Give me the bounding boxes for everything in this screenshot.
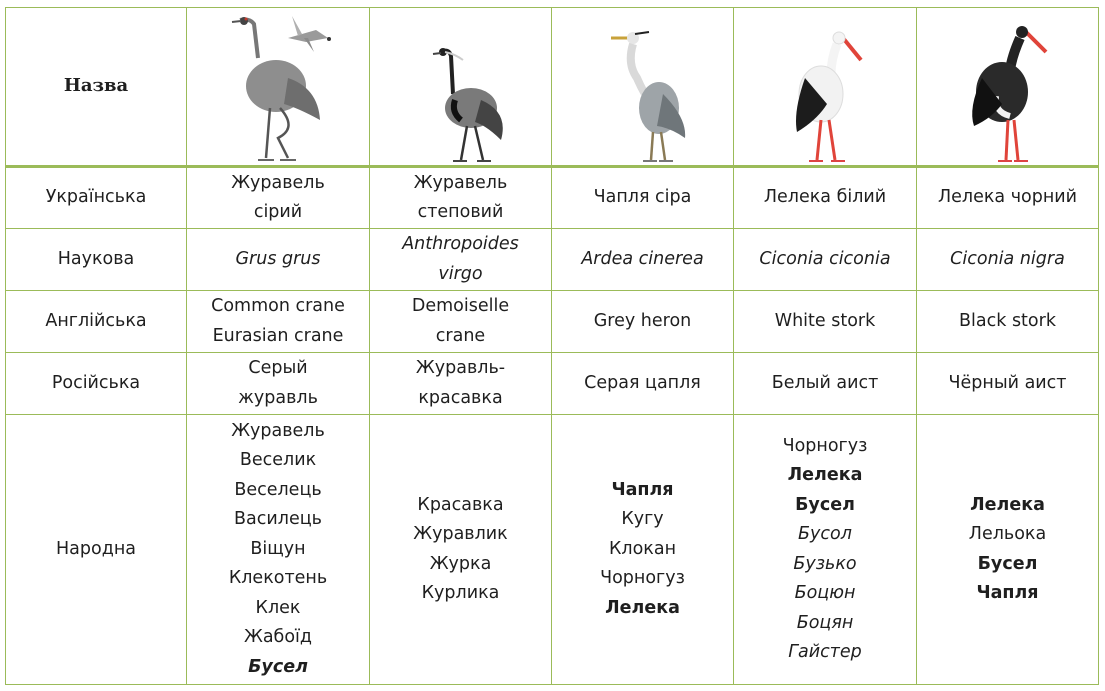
folk-name: Боцян xyxy=(796,612,854,633)
folk-name: Чапля xyxy=(976,583,1039,603)
name-header-cell xyxy=(6,8,187,167)
folk-name: Клекотень xyxy=(228,568,328,589)
folk-name: Лелека xyxy=(787,465,863,485)
folk-name: Бузько xyxy=(793,553,857,574)
russian-name-cell xyxy=(552,353,734,415)
ukrainian-name-cell xyxy=(187,167,370,229)
ukrainian-name-line: Журавель xyxy=(413,172,508,193)
folk-name: Клек xyxy=(255,597,301,618)
bird-names-table xyxy=(5,7,1099,685)
folk-name: Бусол xyxy=(798,524,852,544)
english-name-cell xyxy=(187,291,370,353)
folk-name: Гайстер xyxy=(788,642,862,662)
name-header-label: Назва xyxy=(63,75,129,97)
russian-name-line: журавль xyxy=(238,387,318,408)
scientific-name-cell xyxy=(370,229,552,291)
scientific-name-cell xyxy=(734,229,917,291)
russian-name-cell xyxy=(917,353,1099,415)
english-name-cell xyxy=(917,291,1099,353)
ukrainian-name-line: сірий xyxy=(253,202,303,222)
grey-heron-illustration xyxy=(553,8,733,165)
folk-row xyxy=(6,415,1099,685)
ukrainian-row xyxy=(6,167,1099,229)
scientific-row xyxy=(6,229,1099,291)
ukrainian-name-line: Лелека чорний xyxy=(937,187,1078,208)
folk-name: Веселик xyxy=(239,450,317,471)
bird-image-cell-4 xyxy=(734,8,917,167)
english-name-cell xyxy=(734,291,917,353)
folk-name: Журка xyxy=(429,553,492,574)
row-label-russian: Російська xyxy=(6,353,187,415)
folk-name: Лелека xyxy=(970,494,1045,515)
english-row xyxy=(6,291,1099,353)
russian-row xyxy=(6,353,1099,415)
scientific-name-line: Ciconia nigra xyxy=(950,248,1065,269)
folk-name: Лельока xyxy=(968,524,1047,544)
row-label-english: Англійська xyxy=(6,291,187,353)
russian-name-line: Серый xyxy=(248,358,308,378)
bird-image-cell-3 xyxy=(552,8,734,167)
russian-name-line: Серая цапля xyxy=(584,372,701,393)
demoiselle-crane-illustration xyxy=(371,8,551,165)
folk-name: Чорногуз xyxy=(600,568,685,589)
folk-name: Боцюн xyxy=(794,583,856,603)
folk-name: Журавлик xyxy=(413,524,508,544)
white-stork-illustration xyxy=(735,8,915,165)
scientific-name-cell xyxy=(917,229,1099,291)
russian-name-cell xyxy=(734,353,917,415)
folk-name: Бусел xyxy=(248,656,308,677)
scientific-name-cell xyxy=(187,229,370,291)
ukrainian-name-cell xyxy=(552,167,734,229)
russian-name-line: Чёрный аист xyxy=(948,372,1067,393)
ukrainian-name-cell xyxy=(734,167,917,229)
folk-name: Курлика xyxy=(421,583,500,603)
bird-image-cell-2 xyxy=(370,8,552,167)
folk-name: Кугу xyxy=(621,509,664,530)
ukrainian-name-cell xyxy=(370,167,552,229)
ukrainian-name-line: Чапля сіра xyxy=(593,187,692,208)
bird-image-cell-1 xyxy=(187,8,370,167)
russian-name-cell xyxy=(187,353,370,415)
folk-name: Жабоїд xyxy=(243,627,313,648)
folk-name: Чорногуз xyxy=(782,435,868,456)
english-name-cell xyxy=(552,291,734,353)
row-label-ukrainian: Українська xyxy=(6,167,187,229)
scientific-name-line: Grus grus xyxy=(235,248,321,269)
folk-name: Бусел xyxy=(977,553,1038,574)
folk-names-cell xyxy=(187,415,370,685)
english-name-line: Grey heron xyxy=(593,310,692,331)
russian-name-line: Белый аист xyxy=(771,372,879,393)
folk-name: Веселець xyxy=(234,479,322,500)
folk-name: Лелека xyxy=(605,597,680,618)
bird-image-cell-5 xyxy=(917,8,1099,167)
ukrainian-name-line: Лелека білий xyxy=(763,187,887,208)
english-name-line: Common crane xyxy=(211,296,345,316)
english-name-line: Black stork xyxy=(959,310,1056,331)
english-name-line: White stork xyxy=(774,310,876,331)
folk-name: Бусел xyxy=(795,494,855,515)
english-name-line: Eurasian crane xyxy=(212,325,344,346)
ukrainian-name-line: степовий xyxy=(417,202,504,222)
ukrainian-name-line: Журавель xyxy=(231,172,325,193)
russian-name-line: Журавль- xyxy=(415,358,506,378)
folk-name: Красавка xyxy=(417,494,504,515)
row-label-folk: Народна xyxy=(6,415,187,685)
folk-name: Клокан xyxy=(608,538,677,559)
english-name-cell xyxy=(370,291,552,353)
folk-name: Журавель xyxy=(231,420,325,441)
folk-name: Чапля xyxy=(611,479,674,500)
scientific-name-cell xyxy=(552,229,734,291)
folk-names-cell xyxy=(552,415,734,685)
common-crane-illustration xyxy=(188,8,368,165)
english-name-line: Demoiselle xyxy=(411,296,510,316)
scientific-name-line: Anthropoides xyxy=(402,234,519,254)
english-name-line: crane xyxy=(435,325,486,346)
russian-name-cell xyxy=(370,353,552,415)
russian-name-line: красавка xyxy=(418,387,503,408)
folk-names-cell xyxy=(370,415,552,685)
folk-name: Віщун xyxy=(250,538,306,559)
folk-names-cell xyxy=(917,415,1099,685)
folk-name: Василець xyxy=(234,509,322,530)
row-label-scientific: Наукова xyxy=(6,229,187,291)
scientific-name-line: Ciconia ciconia xyxy=(759,248,891,269)
scientific-name-line: virgo xyxy=(438,263,483,284)
scientific-name-line: Ardea cinerea xyxy=(581,248,704,269)
ukrainian-name-cell xyxy=(917,167,1099,229)
folk-names-cell xyxy=(734,415,917,685)
header-row xyxy=(6,8,1099,167)
black-stork-illustration xyxy=(918,8,1098,165)
